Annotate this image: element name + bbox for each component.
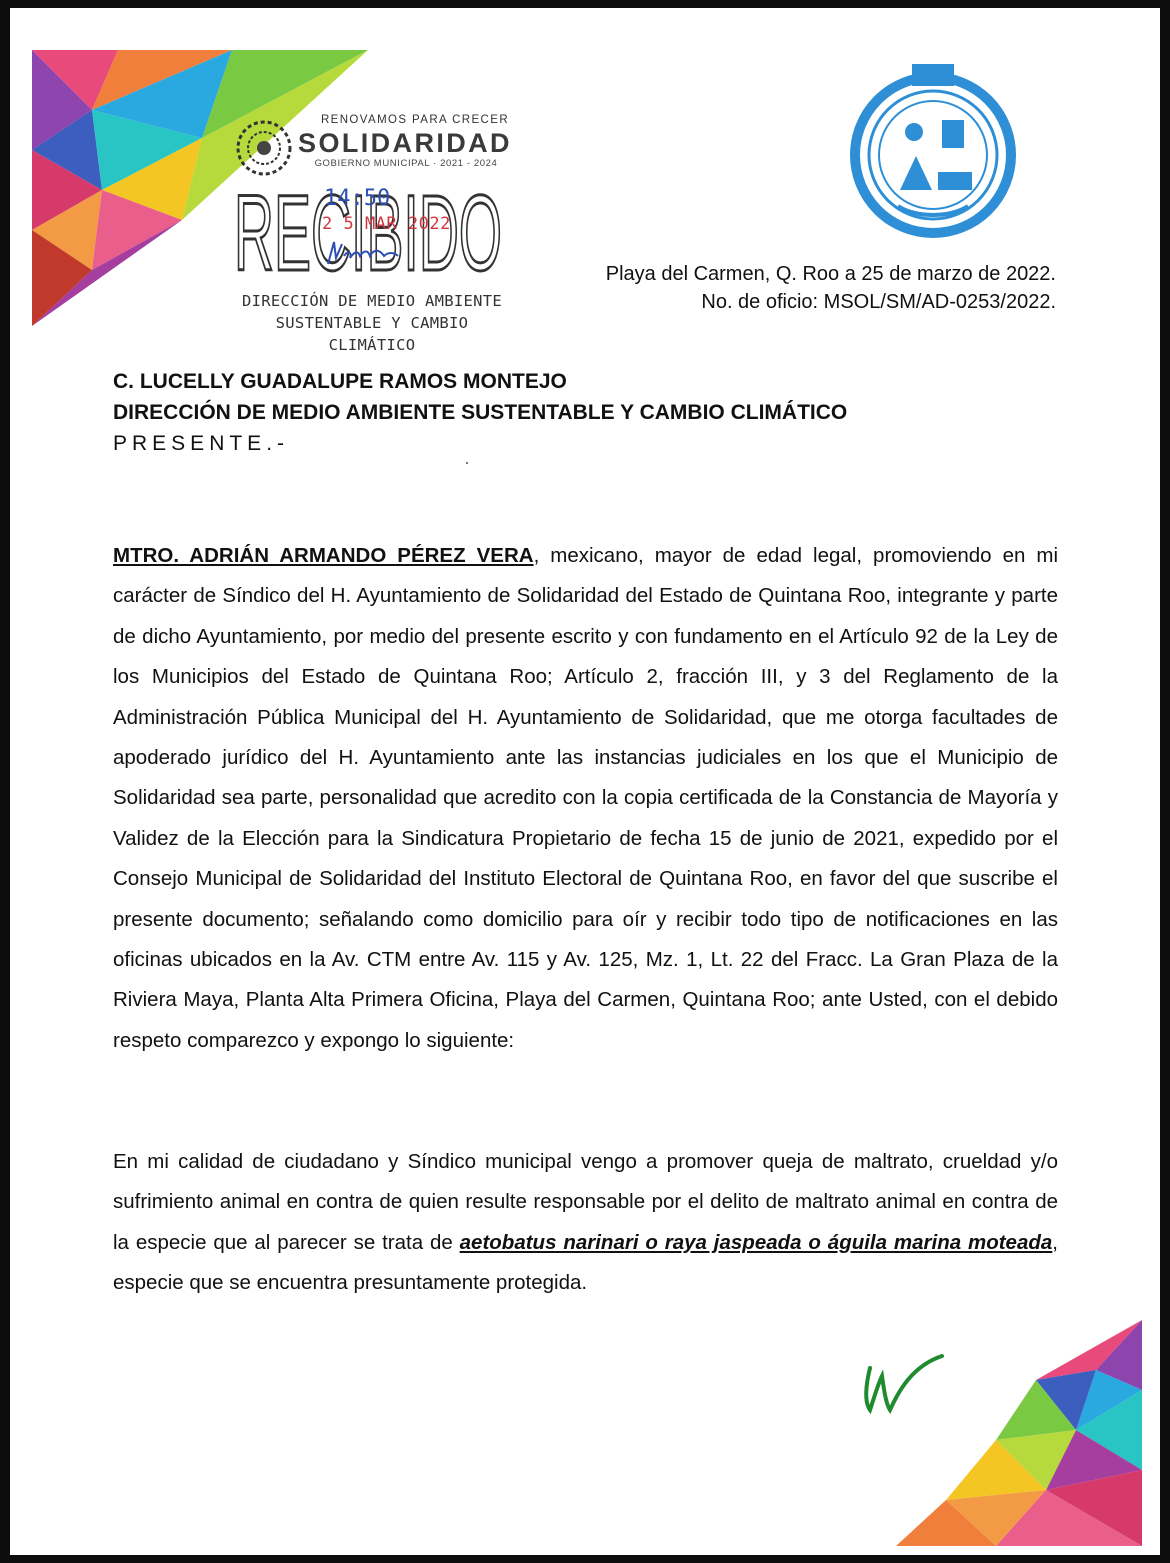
addressee-department: DIRECCIÓN DE MEDIO AMBIENTE SUSTENTABLE Y CAMBIO CLIMÁTICO — [113, 401, 848, 424]
paragraph-2-intro: En mi calidad de ciudadano y Síndico municipal vengo a promover queja de maltrato, crueldad y/o sufrimiento animal en contra de quien resulte responsable por el delito de maltrato animal en contra de la especie que al parecer se trata de — [113, 1150, 1058, 1254]
stamp-received-text: RECIBIDO — [234, 172, 502, 278]
addressee-block — [113, 366, 847, 459]
solidaridad-emblem-icon — [234, 118, 294, 178]
stamp-initials-handwriting — [324, 234, 416, 270]
stamp-tagline: RENOVAMOS PARA CRECER — [320, 114, 510, 126]
stamp-department-line2: SUSTENTABLE Y CAMBIO CLIMÁTICO — [275, 314, 469, 354]
addressee-name: C. LUCELLY GUADALUPE RAMOS MONTEJO — [113, 370, 567, 393]
sender-name: MTRO. ADRIÁN ARMANDO PÉREZ VERA — [113, 544, 534, 567]
stamp-department-line1: DIRECCIÓN DE MEDIO AMBIENTE — [241, 292, 503, 310]
stamp-time: 14:50 — [324, 186, 391, 211]
municipal-seal-icon — [850, 60, 1016, 238]
addressee-salutation: PRESENTE.- — [113, 432, 290, 455]
office-number: No. de oficio: MSOL/SM/AD-0253/2022. — [701, 291, 1056, 313]
document-page — [10, 8, 1160, 1555]
scan-speck — [466, 462, 468, 464]
body-paragraph-2 — [113, 1142, 1058, 1304]
body-paragraph-1 — [113, 536, 1058, 1061]
stamp-brand: SOLIDARIDAD — [298, 128, 512, 158]
received-stamp — [232, 110, 512, 354]
stamp-date: 2 5 MAR 2022 — [322, 214, 451, 234]
paragraph-2-end: , especie que se encuentra presuntamente protegida. — [113, 1230, 1058, 1295]
place-date: Playa del Carmen, Q. Roo a 25 de marzo de 2022. — [605, 263, 1056, 285]
stamp-government-period: GOBIERNO MUNICIPAL · 2021 - 2024 — [314, 158, 498, 169]
species-name: aetobatus narinari o raya jaspeada o águila marina moteada — [459, 1230, 1053, 1254]
stamp-department — [232, 290, 512, 356]
date-and-office-block — [606, 260, 1056, 316]
decorative-polygon-art-bottom-right — [896, 1320, 1142, 1546]
paragraph-1-text: , mexicano, mayor de edad legal, promoviendo en mi carácter de Síndico del H. Ayuntamiento de Solidaridad del Estado de Quintana Roo, integrante y parte de dicho Ayuntamiento, por medio del presente escrito y con fundamento en el Artículo 92 de la Ley de los Municipios del Estado de Quintana Roo; Artículo 2, fracción III, y 3 del Reglamento de la Administración Pública Municipal del H. Ayuntamiento de Solidaridad, que me otorga facultades de apoderado jurídico del H. Ayuntamiento ante las instancias judiciales en los que el Municipio de Solidaridad sea parte, personalidad que acredito con la copia certificada de la Constancia de Mayoría y Validez de la Elección para la Sindicatura Propietario de fecha 15 de junio de 2021, expedido por el Consejo Municipal de Solidaridad del Instituto Electoral de Quintana Roo, en favor del que suscribe el presente documento; señalando como domicilio para oír y recibir todo tipo de notificaciones en las oficinas ubicados en la Av. CTM entre Av. 115 y Av. 125, Mz. 1, Lt. 22 del Fracc. La Gran Plaza de la Riviera Maya, Planta Alta Primera Oficina, Playa del Carmen, Quintana Roo; ante Usted, con el debido respeto comparezco y expongo lo siguiente: — [113, 544, 1058, 1052]
